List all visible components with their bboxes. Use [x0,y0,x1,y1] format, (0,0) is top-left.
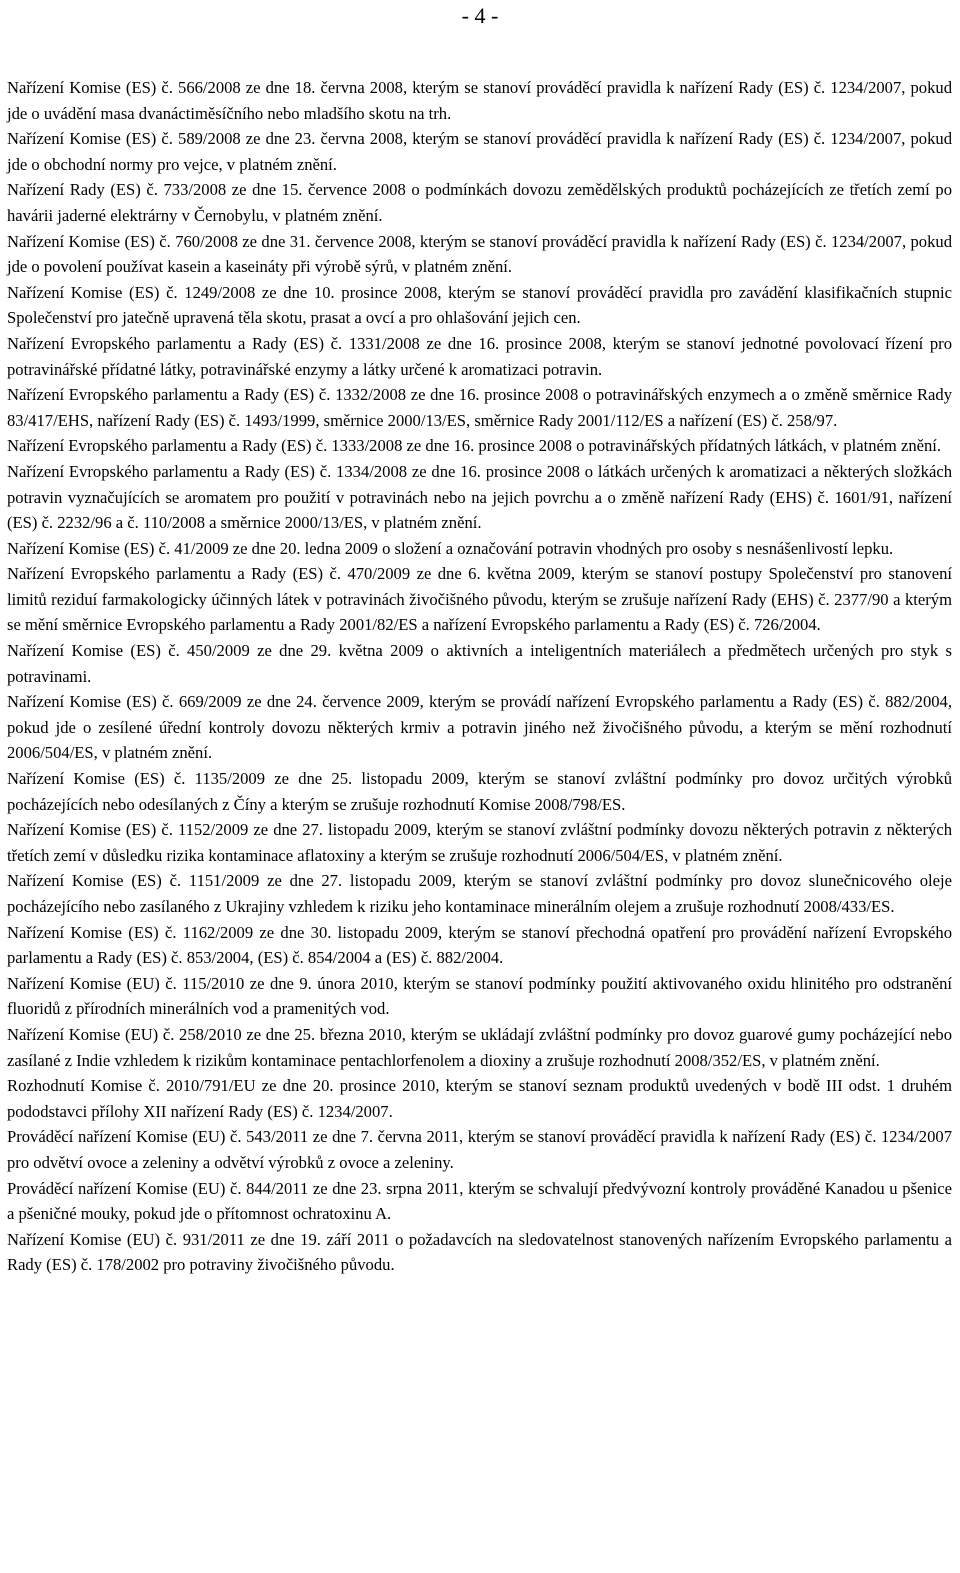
regulation-entry: Prováděcí nařízení Komise (EU) č. 543/2011 ze dne 7. června 2011, kterým se stanoví prováděcí pravidla k nařízení Rady (ES) č. 1234/2007 pro odvětví ovoce a zeleniny a odvětví výrobků z ovoce a zeleniny. [7,1127,952,1172]
regulation-entry: Nařízení Komise (EU) č. 258/2010 ze dne 25. března 2010, kterým se ukládají zvláštní podmínky pro dovoz guarové gumy pocházející nebo zasílané z Indie vzhledem k rizikům kontaminace pentachlorfenolem a dioxiny a zrušuje rozhodnutí 2008/352/ES, v platném znění. [7,1024,952,1070]
regulation-entry: Nařízení Komise (ES) č. 1152/2009 ze dne 27. listopadu 2009, kterým se stanoví zvláštní podmínky dovozu některých potravin z některých třetích zemí v důsledku rizika kontaminace aflatoxiny a kterým se zrušuje rozhodnutí 2006/504/ES, v platném znění. [7,820,952,865]
regulation-entry: Nařízení Komise (ES) č. 41/2009 ze dne 20. ledna 2009 o složení a označování potravin vhodných pro osoby s nesnášenlivostí lepku. [7,538,894,558]
regulation-entry: Nařízení Evropského parlamentu a Rady (ES) č. 470/2009 ze dne 6. května 2009, kterým se stanoví postupy Společenství pro stanovení limitů reziduí farmakologicky účinných látek v potravinách živočišného původu, kterým se zrušuje nařízení Rady (EHS) č. 2377/90 a kterým se mění směrnice Evropského parlamentu a Rady 2001/82/ES a nařízení Evropského parlamentu a Rady (ES) č. 726/2004. [7,564,952,635]
regulation-entry: Nařízení Komise (ES) č. 1162/2009 ze dne 30. listopadu 2009, kterým se stanoví přechodná opatření pro provádění nařízení Evropského parlamentu a Rady (ES) č. 853/2004, (ES) č. 854/2004 a (ES) č. 882/2004. [7,922,952,968]
regulation-entry: Nařízení Komise (EU) č. 931/2011 ze dne 19. září 2011 o požadavcích na sledovatelnost stanovených nařízením Evropského parlamentu a Rady (ES) č. 178/2002 pro potraviny živočišného původu. [7,1229,952,1275]
page-number: - 4 - [461,3,499,28]
regulation-entry: Nařízení Komise (ES) č. 1249/2008 ze dne 10. prosince 2008, kterým se stanoví prováděcí pravidla pro zavádění klasifikačních stupnic Společenství pro jatečně upravená těla skotu, prasat a ovcí a pro ohlašování jejich cen. [7,282,952,328]
regulation-entry: Nařízení Komise (ES) č. 566/2008 ze dne 18. června 2008, kterým se stanoví prováděcí pravidla k nařízení Rady (ES) č. 1234/2007, pokud jde o uvádění masa dvanáctiměsíčního nebo mladšího skotu na trh. [7,78,952,123]
regulation-entry: Nařízení Komise (EU) č. 115/2010 ze dne 9. února 2010, kterým se stanoví podmínky použití aktivovaného oxidu hlinitého pro odstranění fluoridů z přírodních minerálních vod a pramenitých vod. [7,973,952,1019]
regulation-entry: Nařízení Komise (ES) č. 450/2009 ze dne 29. května 2009 o aktivních a inteligentních materiálech a předmětech určených pro styk s potravinami. [7,641,952,686]
regulation-entry: Rozhodnutí Komise č. 2010/791/EU ze dne 20. prosince 2010, kterým se stanoví seznam produktů uvedených v bodě III odst. 1 druhém pododstavci přílohy XII nařízení Rady (ES) č. 1234/2007. [7,1076,952,1121]
regulation-entry: Nařízení Komise (ES) č. 760/2008 ze dne 31. července 2008, kterým se stanoví prováděcí pravidla k nařízení Rady (ES) č. 1234/2007, pokud jde o povolení používat kasein a kaseináty při výrobě sýrů, v platném znění. [7,231,952,277]
regulation-list [7,75,952,1278]
regulation-entry: Nařízení Komise (ES) č. 589/2008 ze dne 23. června 2008, kterým se stanoví prováděcí pravidla k nařízení Rady (ES) č. 1234/2007, pokud jde o obchodní normy pro vejce, v platném znění. [7,129,952,174]
regulation-entry: Nařízení Evropského parlamentu a Rady (ES) č. 1332/2008 ze dne 16. prosince 2008 o potravinářských enzymech a o změně směrnice Rady 83/417/EHS, nařízení Rady (ES) č. 1493/1999, směrnice 2000/13/ES, směrnice Rady 2001/112/ES a nařízení (ES) č. 258/97. [7,385,952,430]
regulation-entry: Nařízení Evropského parlamentu a Rady (ES) č. 1334/2008 ze dne 16. prosince 2008 o látkách určených k aromatizaci a některých složkách potravin vyznačujících se aromatem pro použití v potravinách nebo na jejich povrchu a o změně nařízení Rady (EHS) č. 1601/91, nařízení (ES) č. 2232/96 a č. 110/2008 a směrnice 2000/13/ES, v platném znění. [7,461,952,533]
regulation-entry: Nařízení Komise (ES) č. 1135/2009 ze dne 25. listopadu 2009, kterým se stanoví zvláštní podmínky pro dovoz určitých výrobků pocházejících nebo odesílaných z Číny a kterým se zrušuje rozhodnutí Komise 2008/798/ES. [7,769,952,814]
regulation-entry: Nařízení Evropského parlamentu a Rady (ES) č. 1333/2008 ze dne 16. prosince 2008 o potravinářských přídatných látkách, v platném znění. [7,436,942,456]
regulation-entry: Nařízení Komise (ES) č. 669/2009 ze dne 24. července 2009, kterým se provádí nařízení Evropského parlamentu a Rady (ES) č. 882/2004, pokud jde o zesílené úřední kontroly dovozu některých krmiv a potravin jiného než živočišného původu, a kterým se mění rozhodnutí 2006/504/ES, v platném znění. [7,692,952,763]
regulation-entry: Nařízení Rady (ES) č. 733/2008 ze dne 15. července 2008 o podmínkách dovozu zemědělských produktů pocházejících ze třetích zemí po havárii jaderné elektrárny v Černobylu, v platném znění. [7,180,952,225]
regulation-entry: Nařízení Evropského parlamentu a Rady (ES) č. 1331/2008 ze dne 16. prosince 2008, kterým se stanoví jednotné povolovací řízení pro potravinářské přídatné látky, potravinářské enzymy a látky určené k aromatizaci potravin. [7,333,952,379]
regulation-entry: Prováděcí nařízení Komise (EU) č. 844/2011 ze dne 23. srpna 2011, kterým se schvalují předvývozní kontroly prováděné Kanadou u pšenice a pšeničné mouky, pokud jde o přítomnost ochratoxinu A. [7,1178,952,1224]
regulation-entry: Nařízení Komise (ES) č. 1151/2009 ze dne 27. listopadu 2009, kterým se stanoví zvláštní podmínky pro dovoz slunečnicového oleje pocházejícího nebo zasílaného z Ukrajiny vzhledem k riziku jeho kontaminace minerálním olejem a zrušuje rozhodnutí 2008/433/ES. [7,871,952,916]
